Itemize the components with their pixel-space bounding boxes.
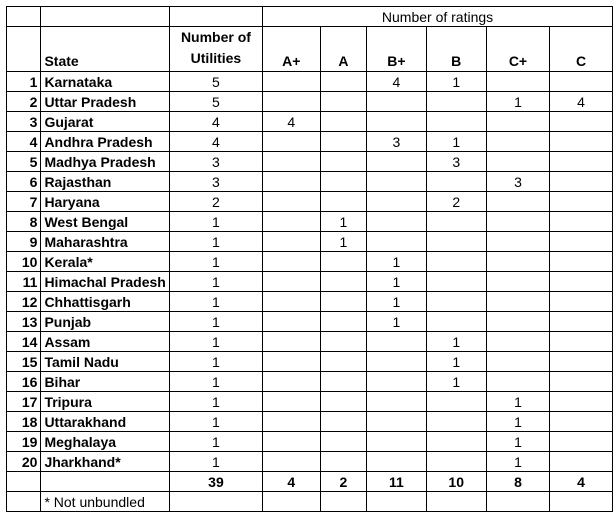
state-name: Bihar [41,372,169,392]
state-name: Maharashtra [41,232,169,252]
rating-count [263,92,321,112]
rating-count [367,332,426,352]
row-number: 5 [7,152,41,172]
rating-count [550,152,613,172]
rating-count [320,392,367,412]
rating-column-header: A [320,27,367,72]
rating-count: 4 [263,112,321,132]
utilities-count: 1 [169,332,262,352]
rating-count: 1 [367,292,426,312]
header-blank-cell [7,7,41,27]
rating-count [263,172,321,192]
rating-count [426,112,486,132]
row-number: 10 [7,252,41,272]
header-blank-cell [169,7,262,27]
rating-count [263,272,321,292]
rating-count [550,332,613,352]
footnote-blank-cell [367,492,426,512]
footnote-blank-cell [550,492,613,512]
utilities-count: 3 [169,152,262,172]
rating-count [263,132,321,152]
state-name: West Bengal [41,212,169,232]
rating-count [367,352,426,372]
row-number: 15 [7,352,41,372]
state-name: Andhra Pradesh [41,132,169,152]
table-row [7,252,613,272]
footnote: * Not unbundled [41,492,169,512]
utilities-count: 1 [169,232,262,252]
total-rating-count: 4 [263,472,321,492]
rating-count [550,172,613,192]
row-number: 8 [7,212,41,232]
rating-count [320,432,367,452]
rating-count [550,212,613,232]
rating-count [320,112,367,132]
rating-count [550,312,613,332]
row-number: 2 [7,92,41,112]
rating-count: 4 [367,72,426,92]
table-row [7,292,613,312]
table-row [7,352,613,372]
rating-count [263,72,321,92]
footnote-blank-cell [320,492,367,512]
total-rating-count: 11 [367,472,426,492]
state-name: Jharkhand* [41,452,169,472]
rating-count [263,432,321,452]
rating-column-header: C [550,27,613,72]
footnote-blank-cell [263,492,321,512]
rating-count [320,192,367,212]
rating-count [486,312,549,332]
row-number: 18 [7,412,41,432]
rating-count [320,412,367,432]
state-name: Assam [41,332,169,352]
rating-count: 4 [550,92,613,112]
rating-count [320,352,367,372]
rating-count [426,252,486,272]
state-name: Madhya Pradesh [41,152,169,172]
utilities-count: 1 [169,372,262,392]
rating-count [486,132,549,152]
table-row [7,112,613,132]
rating-count [320,292,367,312]
state-name: Rajasthan [41,172,169,192]
rating-column-header: B [426,27,486,72]
rating-count: 1 [486,92,549,112]
rating-count [263,412,321,432]
rating-count [320,152,367,172]
rating-count [367,372,426,392]
rating-count [486,192,549,212]
rating-count [426,292,486,312]
table-row [7,92,613,112]
rating-count [320,452,367,472]
rating-count: 2 [426,192,486,212]
utilities-count: 1 [169,312,262,332]
state-name: Kerala* [41,252,169,272]
rating-count [367,172,426,192]
state-name: Punjab [41,312,169,332]
rating-count [550,292,613,312]
rating-count [550,452,613,472]
rating-count [550,112,613,132]
rating-count [367,152,426,172]
rating-count [367,392,426,412]
rating-count [486,352,549,372]
row-number: 17 [7,392,41,412]
utilities-header-line1: Number of [180,29,251,45]
rating-count [320,252,367,272]
rating-count [426,392,486,412]
total-rating-count: 8 [486,472,549,492]
rating-count [263,292,321,312]
table-row [7,412,613,432]
rating-count [263,312,321,332]
total-rating-count: 10 [426,472,486,492]
utilities-count: 4 [169,132,262,152]
row-number: 12 [7,292,41,312]
rating-count [426,452,486,472]
rating-count [550,372,613,392]
totals-blank-cell [41,472,169,492]
rating-count [486,272,549,292]
rating-count [426,232,486,252]
utilities-count: 1 [169,352,262,372]
row-number: 13 [7,312,41,332]
footnote-blank-cell [169,492,262,512]
utilities-count: 1 [169,452,262,472]
state-column-header: State [41,27,169,72]
rating-count: 1 [320,212,367,232]
rating-count [320,272,367,292]
table-row [7,72,613,92]
rating-count: 1 [426,352,486,372]
header-blank-cell [41,7,169,27]
rating-count: 1 [426,372,486,392]
table-row [7,332,613,352]
rating-count: 3 [486,172,549,192]
rating-count [367,412,426,432]
rating-count [263,252,321,272]
rating-count [486,292,549,312]
rating-count [367,192,426,212]
rating-count [550,132,613,152]
rating-count [426,172,486,192]
utilities-count: 2 [169,192,262,212]
footnote-row [7,492,613,512]
row-number: 7 [7,192,41,212]
total-rating-count: 2 [320,472,367,492]
rating-count: 1 [367,252,426,272]
totals-row [7,472,613,492]
utilities-count: 1 [169,392,262,412]
rating-count [263,452,321,472]
rating-count [426,312,486,332]
rating-count [367,232,426,252]
utilities-count: 1 [169,272,262,292]
rating-count: 1 [367,272,426,292]
rating-count [320,172,367,192]
rating-count [263,152,321,172]
utilities-count: 1 [169,252,262,272]
rating-count: 1 [426,332,486,352]
utilities-count: 1 [169,432,262,452]
header-row-1 [7,7,613,27]
rating-count: 1 [320,232,367,252]
row-number: 19 [7,432,41,452]
rating-count [426,272,486,292]
rating-column-header: B+ [367,27,426,72]
total-utilities: 39 [169,472,262,492]
rating-count [550,352,613,372]
rating-count: 1 [426,132,486,152]
table-row [7,132,613,152]
footnote-blank-cell [486,492,549,512]
state-name: Himachal Pradesh [41,272,169,292]
rating-count [320,312,367,332]
row-number: 20 [7,452,41,472]
table-row [7,432,613,452]
state-name: Uttarakhand [41,412,169,432]
table-row [7,272,613,292]
ratings-table [6,6,613,512]
rating-count [550,72,613,92]
rating-count [486,252,549,272]
row-number: 4 [7,132,41,152]
utilities-count: 1 [169,292,262,312]
table-row [7,452,613,472]
rating-count [486,72,549,92]
row-number: 14 [7,332,41,352]
utilities-count: 3 [169,172,262,192]
rating-count [550,232,613,252]
utilities-count: 4 [169,112,262,132]
row-number: 1 [7,72,41,92]
rating-count [320,372,367,392]
rating-count: 1 [426,72,486,92]
row-number: 16 [7,372,41,392]
rating-count [550,192,613,212]
rating-count [263,372,321,392]
table-row [7,392,613,412]
utilities-count: 5 [169,92,262,112]
rating-count [367,212,426,232]
rating-count: 1 [486,392,549,412]
row-number: 11 [7,272,41,292]
ratings-group-header: Number of ratings [263,7,613,27]
state-name: Chhattisgarh [41,292,169,312]
rating-count [550,272,613,292]
table-row [7,172,613,192]
state-name: Tripura [41,392,169,412]
rating-count [426,412,486,432]
rating-count [486,152,549,172]
state-name: Tamil Nadu [41,352,169,372]
state-name: Meghalaya [41,432,169,452]
table-row [7,232,613,252]
table-row [7,372,613,392]
rating-count: 1 [486,452,549,472]
header-blank-cell [7,27,41,72]
rating-count [426,212,486,232]
table-row [7,312,613,332]
utilities-header-line2: Utilities [190,50,242,66]
rating-count [486,232,549,252]
rating-count [367,432,426,452]
rating-count: 3 [426,152,486,172]
rating-count [263,392,321,412]
rating-count [263,332,321,352]
rating-count [486,112,549,132]
utilities-count: 1 [169,412,262,432]
state-name: Uttar Pradesh [41,92,169,112]
rating-count [550,252,613,272]
rating-count: 1 [486,412,549,432]
state-name: Gujarat [41,112,169,132]
rating-count [367,452,426,472]
rating-count [426,92,486,112]
rating-count [263,212,321,232]
table-row [7,152,613,172]
rating-count [367,92,426,112]
row-number: 3 [7,112,41,132]
utilities-count: 1 [169,212,262,232]
rating-count [426,432,486,452]
state-name: Karnataka [41,72,169,92]
rating-count [550,412,613,432]
row-number: 9 [7,232,41,252]
table-row [7,192,613,212]
footnote-blank-cell [7,492,41,512]
rating-count [320,72,367,92]
rating-count [320,132,367,152]
rating-count [486,212,549,232]
rating-count [320,332,367,352]
rating-column-header: A+ [263,27,321,72]
rating-count [550,432,613,452]
header-row-2 [7,27,613,72]
rating-column-header: C+ [486,27,549,72]
row-number: 6 [7,172,41,192]
rating-count: 1 [486,432,549,452]
footnote-blank-cell [426,492,486,512]
rating-count [486,372,549,392]
table-row [7,212,613,232]
rating-count [263,232,321,252]
state-name: Haryana [41,192,169,212]
rating-count: 1 [367,312,426,332]
rating-count [320,92,367,112]
total-rating-count: 4 [550,472,613,492]
utilities-count: 5 [169,72,262,92]
totals-blank-cell [7,472,41,492]
utilities-column-header [169,27,262,72]
rating-count [263,192,321,212]
rating-count [263,352,321,372]
rating-count [550,392,613,412]
rating-count [367,112,426,132]
rating-count: 3 [367,132,426,152]
rating-count [486,332,549,352]
